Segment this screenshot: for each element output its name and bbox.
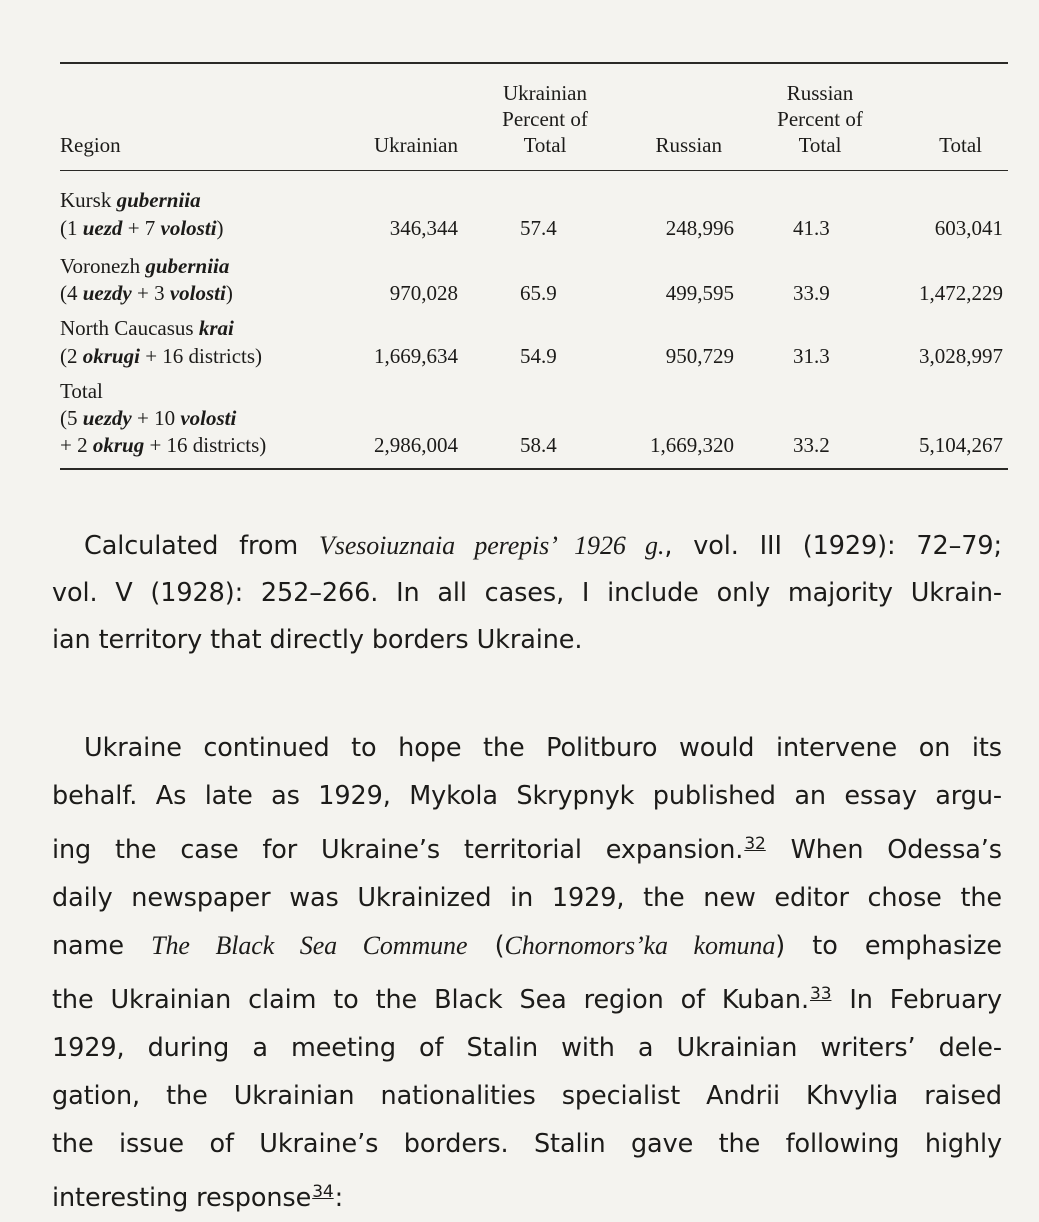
- cell-total: 603,041: [934, 216, 1003, 240]
- detail-term: volosti: [169, 281, 226, 305]
- detail-text: + 2: [60, 433, 93, 457]
- table-bottom-rule: [60, 468, 1008, 470]
- header-total: Total: [939, 133, 982, 157]
- cell-russian-percent: 33.9: [793, 281, 830, 305]
- note-line: vol. V (1928): 252–266. In all cases, I include only majority Ukrain-: [52, 578, 1002, 608]
- detail-text: + 10: [131, 406, 181, 430]
- footnote-ref-32[interactable]: 32: [744, 834, 766, 854]
- paragraph-text: ) to emphasize: [775, 931, 1002, 961]
- row-region: [60, 252, 229, 280]
- header-russian: Russian: [655, 133, 722, 157]
- paragraph-text: In February: [832, 985, 1002, 1015]
- paragraph-line: [52, 1168, 1002, 1222]
- paragraph-line: Ukraine continued to hope the Politburo would intervene on its: [84, 733, 1002, 763]
- newspaper-title-ukrainian: Chornomors’ka komuna: [504, 931, 776, 960]
- paragraph-line: [52, 970, 1002, 1024]
- cell-russian: 950,729: [665, 344, 734, 368]
- cell-ukrainian: 346,344: [389, 216, 458, 240]
- row-region-unit: guberniia: [116, 188, 201, 212]
- cell-russian: 1,669,320: [650, 433, 734, 457]
- cell-russian: 499,595: [665, 281, 734, 305]
- paragraph-line: [52, 820, 1002, 874]
- row-region: [60, 186, 201, 214]
- table-header-rule: [60, 170, 1008, 171]
- header-ukrainian-percent-line1: Ukrainian: [503, 81, 587, 105]
- header-ukrainian-percent-line3: Total: [523, 133, 567, 157]
- cell-ukrainian-percent: 65.9: [520, 281, 557, 305]
- cell-russian-percent: 41.3: [793, 216, 830, 240]
- note-line: [52, 522, 1002, 570]
- detail-term: volosti: [160, 216, 217, 240]
- row-region-name: Kursk: [60, 188, 117, 212]
- detail-term: volosti: [180, 406, 237, 430]
- detail-term: uezdy: [82, 406, 132, 430]
- detail-term: uezd: [82, 216, 123, 240]
- row-region-detail: [60, 279, 233, 307]
- table-source-note: [52, 522, 1002, 664]
- note-text: Calculated from: [84, 531, 320, 561]
- paragraph-line: [52, 922, 1002, 970]
- header-ukrainian-percent: [470, 80, 620, 158]
- header-region: Region: [60, 133, 121, 157]
- paragraph-line: behalf. As late as 1929, Mykola Skrypnyk published an essay argu-: [52, 781, 1002, 811]
- note-text: , vol. III (1929): 72–79;: [664, 531, 1002, 561]
- detail-term: uezdy: [82, 281, 132, 305]
- header-ukrainian-percent-line2: Percent of: [502, 107, 588, 131]
- paragraph-line: the issue of Ukraine’s borders. Stalin gave the following highly: [52, 1129, 1002, 1159]
- header-russian-percent-line3: Total: [798, 133, 842, 157]
- paragraph-text: the Ukrainian claim to the Black Sea region of Kuban.: [52, 985, 809, 1015]
- paragraph-line: daily newspaper was Ukrainized in 1929, the new editor chose the: [52, 883, 1002, 913]
- detail-text: + 16 districts): [144, 433, 267, 457]
- detail-text: ): [225, 281, 233, 305]
- table-top-rule: [60, 62, 1008, 64]
- cell-ukrainian-percent: 58.4: [520, 433, 557, 457]
- detail-text: + 16 districts): [139, 344, 263, 368]
- note-line: ian territory that directly borders Ukraine.: [52, 625, 583, 655]
- footnote-ref-33[interactable]: 33: [810, 984, 832, 1004]
- detail-text: (1: [60, 216, 83, 240]
- detail-text: + 3: [131, 281, 170, 305]
- cell-ukrainian: 1,669,634: [374, 344, 458, 368]
- header-russian-percent-line2: Percent of: [777, 107, 863, 131]
- paragraph-text: When Odessa’s: [766, 835, 1002, 865]
- detail-text: (2: [60, 344, 83, 368]
- row-region-unit: guberniia: [145, 254, 230, 278]
- cell-ukrainian-percent: 57.4: [520, 216, 557, 240]
- cell-russian-percent: 31.3: [793, 344, 830, 368]
- cell-russian-percent: 33.2: [793, 433, 830, 457]
- paragraph-line: 1929, during a meeting of Stalin with a Ukrainian writers’ dele-: [52, 1033, 1002, 1063]
- header-russian-percent: [745, 80, 895, 158]
- note-source-title: Vsesoiuznaia perepis’ 1926 g.: [319, 531, 665, 560]
- paragraph-line: gation, the Ukrainian nationalities specialist Andrii Khvylia raised: [52, 1081, 1002, 1111]
- newspaper-title-english: The Black Sea Commune: [151, 931, 468, 960]
- row-region: Total: [60, 379, 103, 403]
- detail-term: okrugi: [82, 344, 140, 368]
- row-region-name: Voronezh: [60, 254, 146, 278]
- row-region-detail: [60, 404, 236, 432]
- row-region-detail: [60, 214, 224, 242]
- paragraph-text: ing the case for Ukraine’s territorial expansion.: [52, 835, 744, 865]
- row-region-name: North Caucasus: [60, 316, 199, 340]
- row-region-detail-2: [60, 431, 266, 459]
- paragraph-text: name: [52, 931, 152, 961]
- cell-total: 3,028,997: [919, 344, 1003, 368]
- row-region-unit: krai: [198, 316, 234, 340]
- detail-term: okrug: [92, 433, 145, 457]
- detail-text: + 7: [122, 216, 161, 240]
- detail-text: (5: [60, 406, 83, 430]
- cell-russian: 248,996: [665, 216, 734, 240]
- body-paragraph: [52, 724, 1002, 1222]
- paragraph-text: :: [334, 1183, 344, 1213]
- header-russian-percent-line1: Russian: [786, 81, 854, 105]
- cell-total: 1,472,229: [919, 281, 1003, 305]
- cell-ukrainian-percent: 54.9: [520, 344, 557, 368]
- row-region-detail: [60, 342, 262, 370]
- paragraph-text: (: [467, 931, 505, 961]
- cell-total: 5,104,267: [919, 433, 1003, 457]
- row-region: [60, 314, 234, 342]
- cell-ukrainian: 970,028: [389, 281, 458, 305]
- footnote-ref-34[interactable]: 34: [312, 1182, 334, 1202]
- detail-text: (4: [60, 281, 83, 305]
- cell-ukrainian: 2,986,004: [374, 433, 458, 457]
- detail-text: ): [216, 216, 224, 240]
- paragraph-text: interesting response: [52, 1183, 312, 1213]
- header-ukrainian: Ukrainian: [374, 133, 458, 157]
